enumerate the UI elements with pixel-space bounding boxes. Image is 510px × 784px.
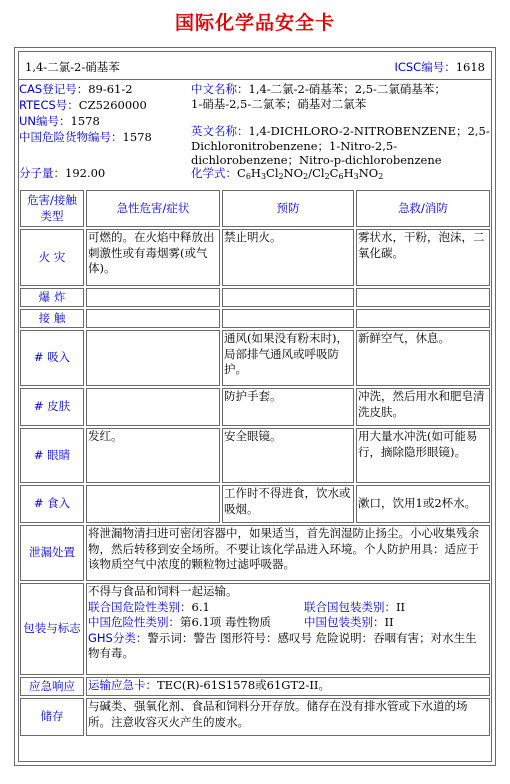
- explosion-prevention: [222, 288, 354, 307]
- en-name-label: 英文名称：: [191, 124, 249, 138]
- cn-pack-label: 中国包装类别：: [304, 615, 385, 629]
- package-ghs-row: [88, 631, 488, 662]
- header-divider: [19, 79, 491, 80]
- inhale-symptom: [86, 330, 220, 386]
- spill-text: 将泄漏物清扫进可密闭容器中，如果适当，首先润湿防止扬尘。小心收集残余物，然后转移到安全场所。不要让该化学品进入环境。个人防护用具：适应于该物质空气中浓度的颗粒物过滤呼吸器。: [86, 525, 490, 581]
- un-pack-label: 联合国包装类别：: [304, 599, 396, 614]
- fire-prevention: 禁止明火。: [222, 229, 354, 286]
- row-emergency: [20, 677, 490, 696]
- row-label-emergency: 应急响应: [20, 677, 84, 696]
- formula-part: C: [237, 166, 246, 180]
- ghs-text: 警示词：警告 图形符号：感叹号 危险说明：吞咽有害；对水生生物有毒。: [88, 630, 477, 660]
- row-label-explosion: 爆 炸: [20, 288, 84, 307]
- eyes-first-aid: 用大量水冲洗(如可能易行，摘除隐形眼镜)。: [356, 428, 490, 483]
- skin-symptom: [86, 388, 220, 426]
- ingest-prevention: 工作时不得进食，饮水或吸烟。: [222, 485, 354, 523]
- row-label-spill: 泄漏处置: [20, 525, 84, 581]
- row-eyes: [20, 428, 490, 483]
- row-label-skin: # 皮肤: [20, 388, 84, 426]
- un-label: UN编号：: [19, 114, 71, 128]
- explosion-first-aid: [356, 288, 490, 307]
- card-title: 国际化学品安全卡: [174, 12, 335, 34]
- un-class-value: 6.1: [191, 599, 210, 614]
- formula-sub: 3: [353, 172, 359, 181]
- inhale-prevention: 通风(如果没有粉末时)，局部排气通风或呼吸防护。: [222, 330, 354, 386]
- row-spill: [20, 525, 490, 581]
- formula-sub: 2: [278, 172, 284, 181]
- formula-part: Cl: [266, 166, 279, 180]
- chemical-name: 1,4-二氯-2-硝基苯: [25, 60, 120, 74]
- cas-number: [19, 82, 133, 97]
- formula-sub: 3: [260, 172, 267, 181]
- formula-sub: 6: [338, 172, 344, 181]
- eyes-prevention: 安全眼镜。: [222, 428, 354, 483]
- row-skin: [20, 388, 490, 426]
- formula-sub: 6: [245, 172, 251, 181]
- fire-first-aid: 雾状水，干粉，泡沫，二氧化碳。: [356, 229, 490, 286]
- cas-value: 89-61-2: [88, 82, 133, 96]
- ingest-first-aid: 漱口，饮用1或2杯水。: [356, 485, 490, 523]
- cn-pack-value: II: [384, 615, 394, 629]
- un-class-label: 联合国危险性类别：: [88, 599, 192, 614]
- un-value: 1578: [70, 114, 100, 128]
- formula-label: 化学式：: [191, 166, 237, 180]
- un-pack-value: II: [396, 599, 406, 614]
- hazard-table: [18, 188, 492, 738]
- rtecs-value: CZ5260000: [78, 98, 147, 112]
- cas-label: CAS登记号：: [19, 82, 89, 96]
- formula-part: H: [343, 166, 354, 180]
- rtecs-number: [19, 98, 147, 113]
- ingest-symptom: [86, 485, 220, 523]
- formula-part: NO: [358, 166, 379, 180]
- cn-name-line1: 1,4-二氯-2-硝基苯；2,5-二氯硝基苯；: [248, 82, 446, 96]
- row-label-fire: 火 灾: [20, 229, 84, 286]
- skin-prevention: 防护手套。: [222, 388, 354, 426]
- cn-danger-value: 1578: [122, 130, 152, 144]
- formula-part: Cl: [312, 166, 325, 180]
- row-package: [20, 583, 490, 675]
- fire-symptom: 可燃的。在火焰中释放出刺激性或有毒烟雾(或气体)。: [86, 229, 220, 286]
- row-label-inhale: # 吸入: [20, 330, 84, 386]
- mw-value: 192.00: [65, 166, 106, 180]
- emergency-content: [86, 677, 490, 696]
- formula-sub: 2: [378, 172, 384, 181]
- package-content: [86, 583, 490, 675]
- emergency-key: 运输应急卡：: [88, 678, 157, 692]
- row-label-ingest: # 食入: [20, 485, 84, 523]
- row-label-contact: 接 触: [20, 309, 84, 328]
- en-name-line2: Dichloronitrobenzene；1-Nitro-2,5-: [191, 138, 398, 153]
- contact-first-aid: [356, 309, 490, 328]
- row-label-package: 包装与标志: [20, 583, 84, 675]
- row-explosion: [20, 288, 490, 307]
- en-name-line3: dichlorobenzene；Nitro-p-dichlorobenzene: [191, 153, 442, 167]
- header-hazard-type: 危害/接触类型: [20, 190, 84, 227]
- emergency-value: TEC(R)-61S1578或61GT2-II。: [157, 678, 330, 692]
- package-cn-row: [88, 615, 488, 631]
- package-un-row: [88, 600, 488, 616]
- ghs-label: GHS分类：: [88, 630, 148, 645]
- cn-name-line2: 1-硝基-2,5-二氯苯；硝基对二氯苯: [191, 96, 367, 111]
- cn-class-label: 中国危险性类别：: [88, 615, 180, 629]
- formula-part: H: [250, 166, 261, 180]
- header-first-aid: 急救/消防: [356, 190, 490, 227]
- row-inhale: [20, 330, 490, 386]
- row-storage: [20, 698, 490, 736]
- icsc-label: ICSC编号：: [394, 60, 456, 74]
- header-symptoms: 急性危害/症状: [86, 190, 220, 227]
- table-header-row: [20, 190, 490, 227]
- rtecs-label: RTECS号：: [19, 98, 79, 112]
- row-label-storage: 储存: [20, 698, 84, 736]
- chinese-names: [191, 82, 446, 111]
- inhale-first-aid: 新鲜空气，休息。: [356, 330, 490, 386]
- formula-sub: 2: [324, 172, 330, 181]
- storage-text: 与碱类、强氧化剂、食品和饲料分开存放。储存在没有排水管或下水道的场所。注意收容灭火产生的废水。: [86, 698, 490, 736]
- icsc-number: [394, 60, 485, 75]
- contact-symptom: [86, 309, 220, 328]
- formula-sub: 2: [303, 172, 309, 181]
- row-ingest: [20, 485, 490, 523]
- cn-class-value: 第6.1项 毒性物质: [180, 615, 271, 629]
- header-prevention: 预防: [222, 190, 354, 227]
- cn-name-label: 中文名称：: [191, 82, 249, 96]
- row-fire: [20, 229, 490, 286]
- row-contact: [20, 309, 490, 328]
- contact-prevention: [222, 309, 354, 328]
- english-names: [191, 124, 490, 168]
- cn-danger-number: [19, 130, 152, 145]
- molecular-weight: [19, 166, 105, 181]
- chemical-formula: [191, 166, 383, 181]
- skin-first-aid: 冲洗，然后用水和肥皂清洗皮肤。: [356, 388, 490, 426]
- cn-danger-label: 中国危险货物编号：: [19, 130, 123, 144]
- package-line1: 不得与食品和饲料一起运输。: [88, 584, 238, 598]
- en-name-line1: 1,4-DICHLORO-2-NITROBENZENE；2,5-: [248, 124, 490, 138]
- safety-card: [14, 47, 496, 766]
- eyes-symptom: 发红。: [86, 428, 220, 483]
- formula-separator: /: [308, 166, 313, 180]
- formula-part: C: [329, 166, 339, 180]
- un-number: [19, 114, 100, 129]
- formula-part: NO: [283, 166, 304, 180]
- icsc-value: 1618: [455, 60, 485, 74]
- mw-label: 分子量：: [19, 166, 65, 180]
- row-label-eyes: # 眼睛: [20, 428, 84, 483]
- explosion-symptom: [86, 288, 220, 307]
